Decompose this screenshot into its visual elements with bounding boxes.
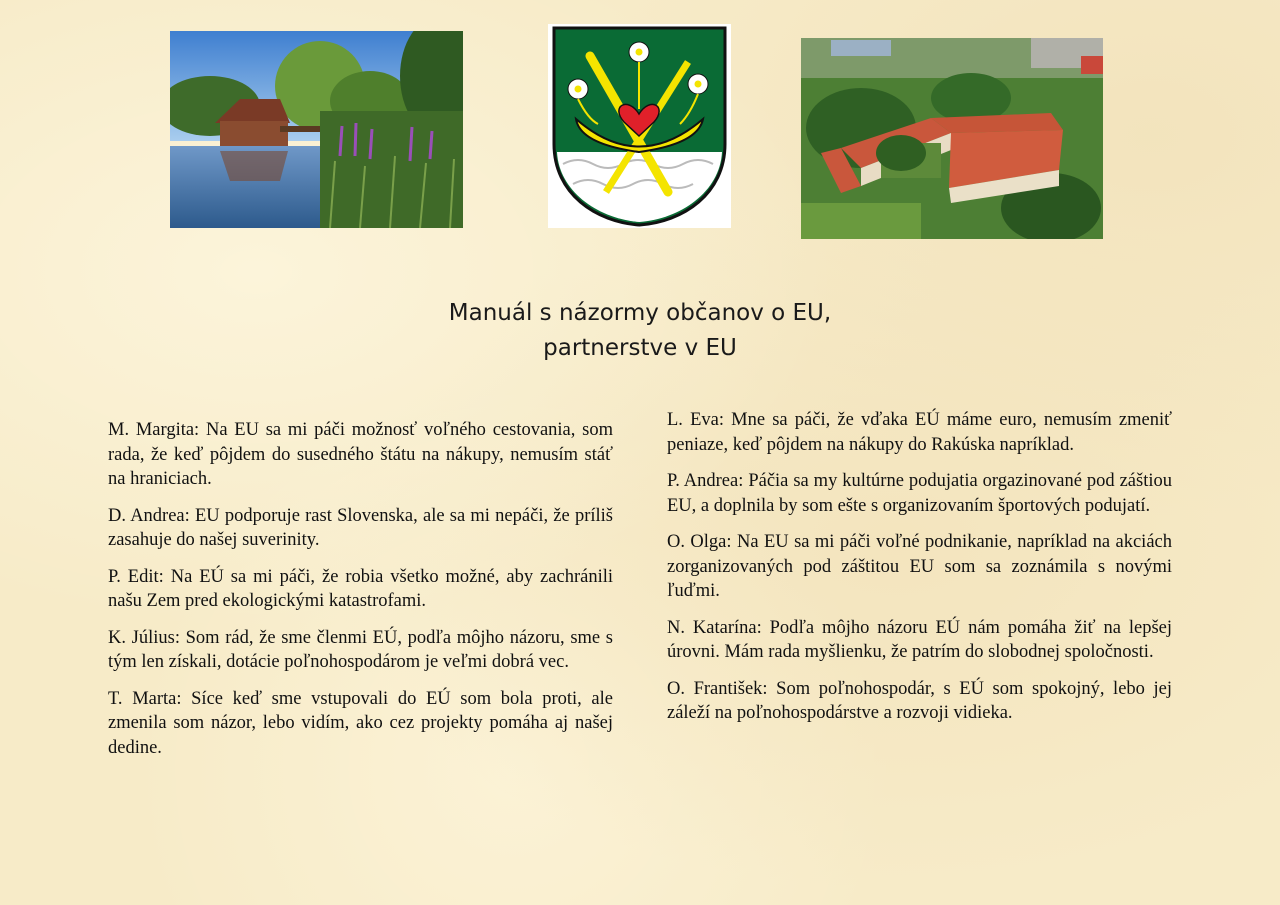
opinion-paragraph: M. Margita: Na EU sa mi páči možnosť voľného cestovania, som rada, že keď pôjdem do susedného štátu na nákupy, nemusím stáť na hraniciach. (108, 420, 613, 489)
opinion-paragraph: D. Andrea: EU podporuje rast Slovenska, ale sa mi nepáči, že príliš zasahuje do našej suverinity. (108, 505, 613, 550)
page-title (340, 296, 940, 366)
opinion-paragraph: O. František: Som poľnohospodár, s EÚ som spokojný, lebo jej záleží na poľnohospodárstve a rozvoji vidieka. (667, 678, 1172, 723)
opinion-paragraph: P. Edit: Na EÚ sa mi páči, že robia všetko možné, aby zachránili našu Zem pred ekologickými katastrofami. (108, 566, 613, 611)
opinion-paragraph: K. Július: Som rád, že sme členmi EÚ, podľa môjho názoru, sme s tým len získali, dotácie poľnohospodárom je veľmi dobrá vec. (108, 627, 613, 672)
opinion-paragraph: P. Andrea: Páčia sa my kultúrne podujatia orgazinované pod záštiou EU, a doplnila by som ešte s organizovaním športových podujatí. (667, 471, 1172, 516)
manor-photo (801, 38, 1103, 239)
opinion-paragraph: O. Olga: Na EU sa mi páči voľné podnikanie, napríklad na akciách zorganizovaných pod záštitou EU som sa zoznámila s novými ľuďmi. (667, 532, 1172, 601)
title-line-2: partnerstve v EU (543, 335, 737, 361)
opinion-paragraph: T. Marta: Síce keď sme vstupovali do EÚ som bola proti, ale zmenila som názor, lebo vidím, ako cez projekty pomáha aj našej dedine. (108, 688, 613, 758)
title-line-1: Manuál s názormy občanov o EU, (448, 300, 832, 326)
opinions-right-column (667, 408, 1172, 738)
mill-photo (170, 31, 463, 228)
coat-of-arms (548, 24, 731, 228)
opinions-left-column (108, 418, 613, 772)
opinion-paragraph: N. Katarína: Podľa môjho názoru EÚ nám pomáha žiť na lepšej úrovni. Mám rada myšlienku, že patrím do slobodnej spoločnosti. (667, 617, 1172, 662)
opinion-paragraph: L. Eva: Mne sa páči, že vďaka EÚ máme euro, nemusím zmeniť peniaze, keď pôjdem na nákupy do Rakúska napríklad. (667, 410, 1172, 455)
